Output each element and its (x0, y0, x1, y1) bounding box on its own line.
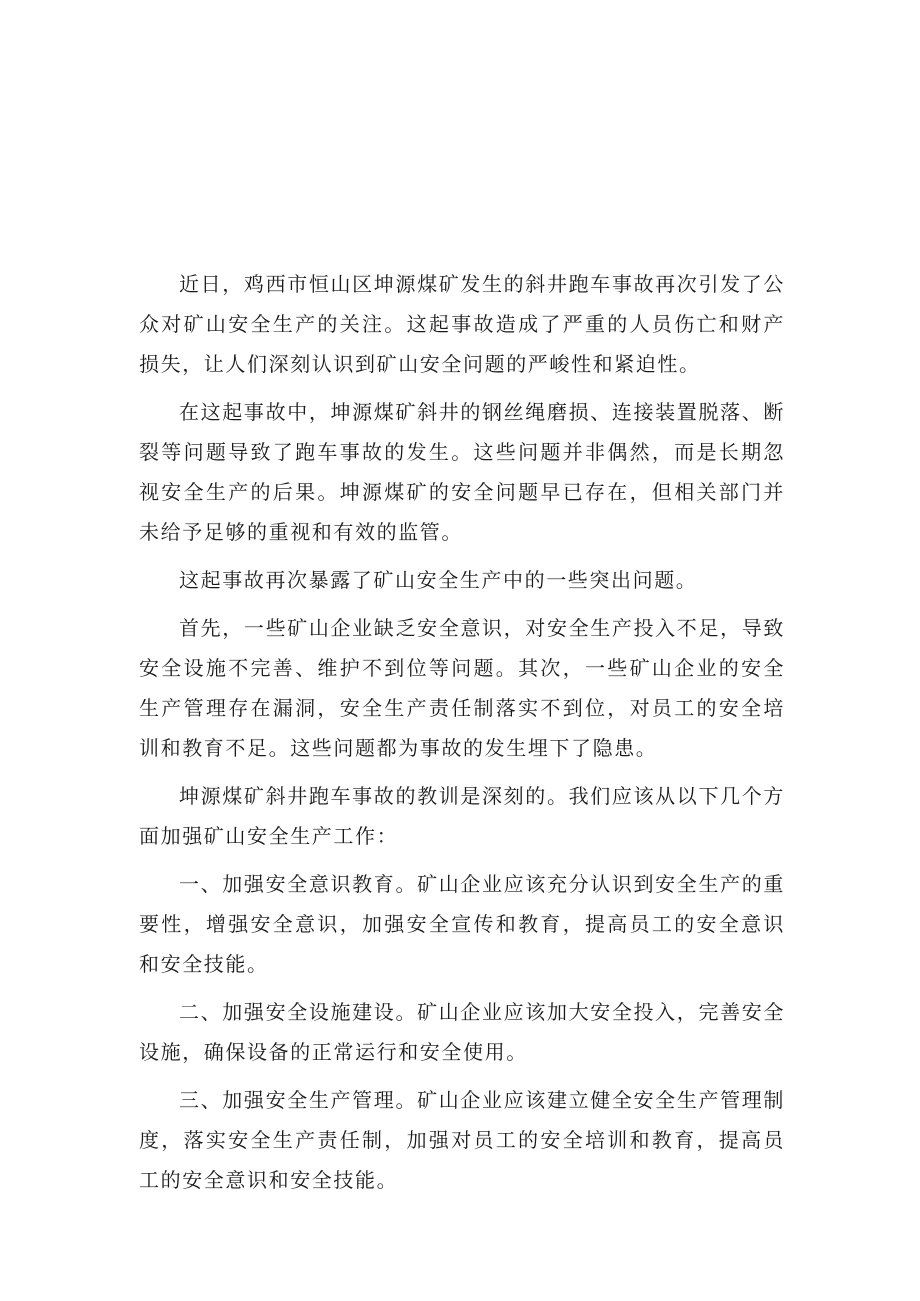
paragraph-4: 首先，一些矿山企业缺乏安全意识，对安全生产投入不足，导致安全设施不完善、维护不到位等问题。其次，一些矿山企业的安全生产管理存在漏洞，安全生产责任制落实不到位，对员工的安全培训和教育不足。这些问题都为事故的发生埋下了隐患。 (139, 616, 785, 760)
document-body (139, 264, 785, 1208)
paragraph-5: 坤源煤矿斜井跑车事故的教训是深刻的。我们应该从以下几个方面加强矿山安全生产工作： (139, 784, 785, 848)
paragraph-2: 在这起事故中，坤源煤矿斜井的钢丝绳磨损、连接装置脱落、断裂等问题导致了跑车事故的发生。这些问题并非偶然，而是长期忽视安全生产的后果。坤源煤矿的安全问题早已存在，但相关部门并未给予足够的重视和有效的监管。 (139, 400, 785, 544)
paragraph-6: 一、加强安全意识教育。矿山企业应该充分认识到安全生产的重要性，增强安全意识，加强安全宣传和教育，提高员工的安全意识和安全技能。 (139, 872, 785, 976)
paragraph-8: 三、加强安全生产管理。矿山企业应该建立健全安全生产管理制度，落实安全生产责任制，加强对员工的安全培训和教育，提高员工的安全意识和安全技能。 (139, 1088, 785, 1192)
paragraph-7: 二、加强安全设施建设。矿山企业应该加大安全投入，完善安全设施，确保设备的正常运行和安全使用。 (139, 1000, 785, 1064)
paragraph-3: 这起事故再次暴露了矿山安全生产中的一些突出问题。 (179, 568, 698, 592)
paragraph-1: 近日，鸡西市恒山区坤源煤矿发生的斜井跑车事故再次引发了公众对矿山安全生产的关注。这起事故造成了严重的人员伤亡和财产损失，让人们深刻认识到矿山安全问题的严峻性和紧迫性。 (139, 272, 785, 376)
